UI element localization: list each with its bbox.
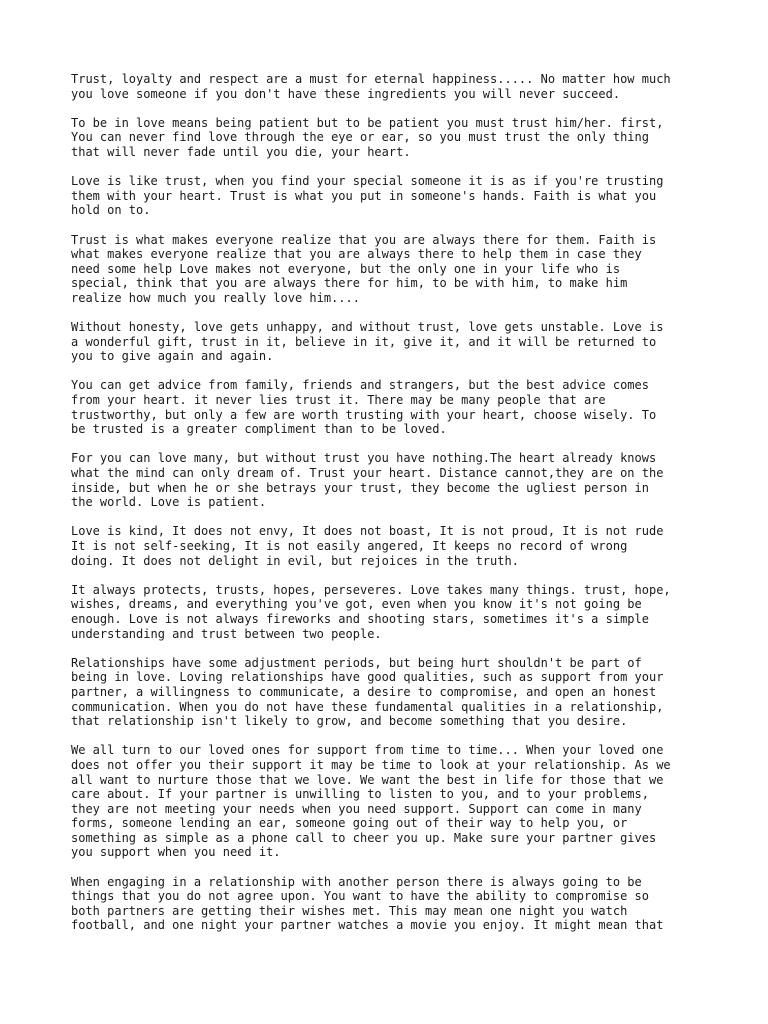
paragraph-5: Without honesty, love gets unhappy, and without trust, love gets unstable. Love is a wonderful gift, trust in it, believe in it, give it, and it will be returned to you to give again and again. <box>71 320 664 364</box>
paragraph-6: You can get advice from family, friends and strangers, but the best advice comes from your heart. it never lies trust it. There may be many people that are trustworthy, but only a few are worth trusting with your heart, choose wisely. To be trusted is a greater compliment than to be loved. <box>71 378 657 437</box>
paragraph-12: When engaging in a relationship with another person there is always going to be things that you do not agree upon. You want to have the ability to compromise so both partners are getting their wishes met. This may mean one night you watch football, and one night your partner watches a movie you enjoy. It might mean that <box>71 874 664 933</box>
paragraph-2: To be in love means being patient but to be patient you must trust him/her. first, You can never find love through the eye or ear, so you must trust the only thing that will never fade until you die, your heart. <box>71 115 664 159</box>
paragraph-9: It always protects, trusts, hopes, perseveres. Love takes many things. trust, hope, wishes, dreams, and everything you've got, even when you know it's not going be enough. Love is not always fireworks and shooting stars, sometimes it's a simple understanding and trust between two people. <box>71 582 671 641</box>
paragraph-10: Relationships have some adjustment periods, but being hurt shouldn't be part of being in love. Loving relationships have good qualities, such as support from your partner, a willingness to communicate, a desire to compromise, and open an honest communication. When you do not have these fundamental qualities in a relationship, that relationship isn't likely to grow, and become something that you desire. <box>71 655 664 729</box>
paragraph-4: Trust is what makes everyone realize that you are always there for them. Faith is what makes everyone realize that you are always there to help them in case they need some help Love makes not everyone, but the only one in your life who is special, think that you are always there for him, to be with him, to make him realize how much you really love him.... <box>71 232 657 305</box>
document-page <box>71 72 711 948</box>
paragraph-1: Trust, loyalty and respect are a must for eternal happiness..... No matter how much you love someone if you don't have these ingredients you will never succeed. <box>71 72 671 101</box>
paragraph-11: We all turn to our loved ones for support from time to time... When your loved one does not offer you their support it may be time to look at your relationship. As we all want to nurture those that we love. We want the best in life for those that we care about. If your partner is unwilling to listen to you, and to your problems, they are not meeting your needs when you need support. Support can come in many forms, someone lending an ear, someone going out of their way to help you, or something as simple as a phone call to cheer you up. Make sure your partner gives you support when you need it. <box>71 743 671 860</box>
paragraph-3: Love is like trust, when you find your special someone it is as if you're trusting them with your heart. Trust is what you put in someone's hands. Faith is what you hold on to. <box>71 174 664 218</box>
paragraph-8: Love is kind, It does not envy, It does not boast, It is not proud, It is not rude It is not self-seeking, It is not easily angered, It keeps no record of wrong doing. It does not delight in evil, but rejoices in the truth. <box>71 524 664 568</box>
paragraph-7: For you can love many, but without trust you have nothing.The heart already knows what the mind can only dream of. Trust your heart. Distance cannot,they are on the inside, but when he or she betrays your trust, they become the ugliest person in the world. Love is patient. <box>71 451 664 510</box>
